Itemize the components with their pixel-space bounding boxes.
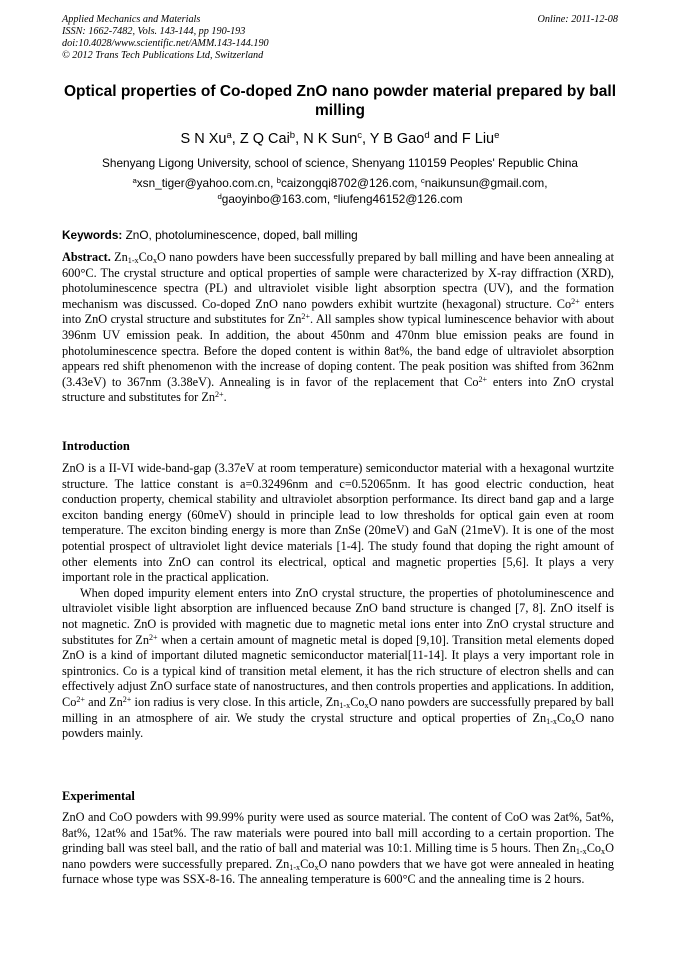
section-heading-experimental: Experimental xyxy=(62,789,135,803)
journal-name: Applied Mechanics and Materials xyxy=(62,14,201,25)
journal-header xyxy=(62,14,618,62)
paragraph: ZnO and CoO powders with 99.99% purity were used as source material. The content of CoO was 2at%, 5at%, 8at%, 12at% and 15at%. The raw materials were poured into ball mill according to a certain proportion. The grinding ball was steel ball, and the ratio of ball and material was 10:1. Milling time is 5 hours. Then $Zn_{1-x}Co_xO$ nano powders were successfully prepared. $Zn_{1-x}Co_xO$ nano powders that we have got were annealed in heating furnace whose type was SSX-8-16. The annealing temperature is 600°C and the annealing time is 2 hours. xyxy=(62,810,614,887)
email[interactable]: $^d$gaoyinbo@163.com xyxy=(217,191,327,206)
paragraph: ZnO is a II-VI wide-band-gap (3.37eV at room temperature) semiconductor material with a hexagonal wurtzite structure. The lattice constant is a=0.32496nm and c=0.52065nm. It has good electric conduction, heat conduction property, chemical stability and ultraviolet absorption performance. Its direct band gap and a large exciton banding energy (60meV) should in principle lead to low thresholds for optical gain even at room temperature. The exciton binding energy is more than ZnSe (20meV) and GaN (21meV). It is one of the most potential prospect of ultraviolet light device materials [1-4]. The study found that doping the right amount of other elements into ZnO can control its electrical, optical and magnetic properties [5,6]. It plays a very important role in the practical application. xyxy=(62,461,614,585)
abstract-label: Abstract. xyxy=(62,250,111,264)
abstract xyxy=(62,250,614,406)
author-list xyxy=(62,130,618,148)
author: N K Sun$^c$, xyxy=(303,130,370,147)
affiliation: Shenyang Ligong University, school of science, Shenyang 110159 Peoples' Republic China xyxy=(102,156,578,170)
introduction-body xyxy=(62,461,614,742)
author-emails: $^a$xsn_tiger@yahoo.com.cn, $^b$caizongqi8702@126.com, $^c$naikunsun@gmail.com, $^d$gaoyinbo@163.com, $^e$liufeng46152@126.com xyxy=(132,176,548,206)
email[interactable]: $^c$naikunsun@gmail.com xyxy=(420,176,545,190)
author: S N Xu$^a$, xyxy=(180,130,240,147)
copyright-line: © 2012 Trans Tech Publications Ltd, Switzerland xyxy=(62,50,264,61)
author: Z Q Cai$^b$, xyxy=(239,130,304,147)
email[interactable]: $^a$xsn_tiger@yahoo.com.cn xyxy=(132,176,271,190)
abstract-text: $Zn_{1-x}Co_xO$ nano powders have been successfully prepared by ball milling and have been annealing at 600°C. The crystal structure and optical properties of sample were characterized by X-ray diffraction (XRD), photoluminescence spectra (PL) and ultraviolet visible light absorption spectra (UV), and the formation mechanism was discussed. Co-doped ZnO nano powders exhibit wurtzite (hexagonal) structure. $Co^{2+}$ enters into ZnO crystal structure and substitutes for $Zn^{2+}$. All samples show typical luminescence behavior with about 396nm UV emission peak. In addition, the about 450nm and 470nm blue emission peaks are found in photoluminescence spectra. Before the doped content is within 8at%, the band edge of ultraviolet absorption appears red shift phenomenon with the increase of doping content. The peak position was shifted from 362nm (3.43eV) to 367nm (3.38eV). Annealing is in favor of the replacement that $Co^{2+}$ enters into ZnO crystal structure and substitutes for $Zn^{2+}$. xyxy=(62,250,614,405)
paragraph: When doped impurity element enters into ZnO crystal structure, the properties of photoluminescence and ultraviolet visible light absorption are influenced because ZnO band structure is changed [7, 8]. ZnO itself is not magnetic. ZnO is provided with magnetic due to magnetic metal ions enter into ZnO crystal structure and substitutes for $Zn^{2+}$ when a certain amount of magnetic metal is doped [9,10]. Transition metal elements doped ZnO is a kind of important diluted magnetic semiconductor material[11-14]. It plays a very important role in spintronics. Co is a typical kind of transition metal element, it has the rich structure of electron shells and can effectively adjust ZnO surface state of nanostructures, and then controls properties and applications. In addition, $Co^{2+}$ and $Zn^{2+}$ ion radius is very close. In this article, $Zn_{1-x}Co_xO$ nano powders are successfully prepared by ball milling in an atmosphere of air. We study the crystal structure and optical properties of $Zn_{1-x}Co_xO$ nano powders mainly. xyxy=(62,585,615,741)
issn-line: ISSN: 1662-7482, Vols. 143-144, pp 190-193 xyxy=(62,26,246,37)
keywords xyxy=(62,228,618,243)
doi-line: doi:10.4028/www.scientific.net/AMM.143-144.190 xyxy=(62,38,269,49)
author: Y B Gao$^d$ and xyxy=(369,130,462,147)
author: F Liu$^e$ xyxy=(461,130,500,147)
experimental-body xyxy=(62,810,614,888)
online-date: Online: 2011-12-08 xyxy=(537,14,618,25)
email[interactable]: $^e$liufeng46152@126.com xyxy=(333,191,463,206)
keywords-text: ZnO, photoluminescence, doped, ball milling xyxy=(122,228,358,242)
paper-title: Optical properties of Co-doped ZnO nano powder material prepared by ball milling xyxy=(63,83,617,119)
section-heading-introduction: Introduction xyxy=(62,439,130,453)
email[interactable]: $^b$caizongqi8702@126.com xyxy=(276,176,415,190)
keywords-label: Keywords: xyxy=(62,228,123,242)
